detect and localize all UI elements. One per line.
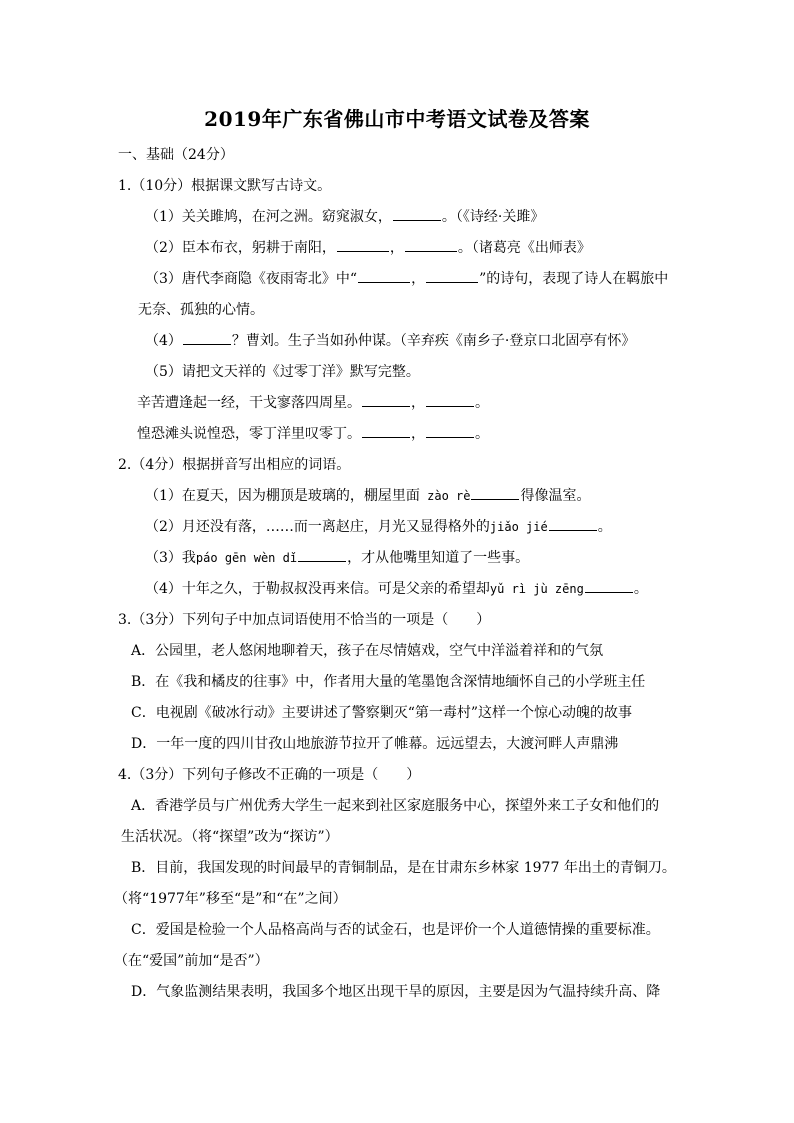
answer-blank[interactable] <box>298 547 346 562</box>
question-1-stem: 1.（10分）根据课文默写古诗文。 <box>118 178 332 194</box>
q1-item-3: （3）唐代李商隐《夜雨寄北》中“ ， ”的诗句，表现了诗人在羁旅中 <box>0 264 794 295</box>
q1-item-5: （5）请把文天祥的《过零丁洋》默写完整。 <box>145 364 420 380</box>
answer-blank[interactable] <box>405 237 457 252</box>
pinyin: yǔ rì jù zēng <box>489 582 584 596</box>
q1-item-4: （4） ？曹刘。生子当如孙仲谋。（辛弃疾《南乡子·登京口北固亭有怀》 <box>0 326 794 357</box>
answer-blank[interactable] <box>549 516 597 531</box>
pinyin: páo gēn wèn dǐ <box>195 551 298 565</box>
q1-item-1: （1）关关雎鸠，在河之洲。窈窕淑女， 。（《诗经·关雎》 <box>0 202 794 233</box>
answer-blank[interactable] <box>471 485 519 500</box>
q4-option-d: D．气象监测结果表明，我国多个地区出现干旱的原因，主要是因为气温持续升高、降 <box>131 984 661 1000</box>
q2-item-4: （4）十年之久，于勒叔叔没再来信。可是父亲的希望却yǔ rì jù zēng 。 <box>0 574 794 605</box>
q3-option-a: A．公园里，老人悠闲地聊着天，孩子在尽情嬉戏，空气中洋溢着祥和的气氛 <box>131 643 604 659</box>
answer-blank[interactable] <box>426 423 474 438</box>
answer-blank[interactable] <box>337 237 389 252</box>
document-title: 2019年广东省佛山市中考语文试卷及答案 <box>204 107 590 131</box>
q3-option-b: B．在《我和橘皮的往事》中，作者用大量的笔墨饱含深情地缅怀自己的小学班主任 <box>131 674 646 690</box>
answer-blank[interactable] <box>426 392 474 407</box>
answer-blank[interactable] <box>393 206 441 221</box>
question-3-stem: 3.（3分）下列句子中加点词语使用不恰当的一项是（ ） <box>118 612 491 628</box>
pinyin: jiǎo jié <box>489 520 548 534</box>
q4-option-b-cont: （将“1977年”移至“是”和“在”之间） <box>114 891 347 907</box>
answer-blank[interactable] <box>183 330 231 345</box>
q4-option-c-cont: （在“爱国”前加“是否”） <box>114 953 269 969</box>
answer-blank[interactable] <box>585 578 633 593</box>
answer-blank[interactable] <box>358 268 410 283</box>
q1-item-5-line-2: 惶恐滩头说惶恐，零丁洋里叹零丁。 ， 。 <box>0 419 794 450</box>
q1-item-2: （2）臣本布衣，躬耕于南阳， ， 。（诸葛亮《出师表》 <box>0 233 794 264</box>
q4-option-a-cont: 生活状况。（将“探望”改为“探访”） <box>121 829 339 845</box>
q4-option-b: B．目前，我国发现的时间最早的青铜制品，是在甘肃东乡林家 1977 年出土的青铜刀。 <box>131 860 676 876</box>
q2-item-2: （2）月还没有落，……而一离赵庄，月光又显得格外的jiǎo jié 。 <box>0 512 794 543</box>
answer-blank[interactable] <box>362 392 410 407</box>
question-2-stem: 2.（4分）根据拼音写出相应的词语。 <box>118 457 351 473</box>
q4-option-c: C．爱国是检验一个人品格高尚与否的试金石，也是评价一个人道德情操的重要标准。 <box>131 922 660 938</box>
answer-blank[interactable] <box>362 423 410 438</box>
q3-option-d: D．一年一度的四川甘孜山地旅游节拉开了帷幕。远远望去，大渡河畔人声鼎沸 <box>131 736 619 752</box>
q3-option-c: C．电视剧《破冰行动》主要讲述了警察剿灭“第一毒村”这样一个惊心动魄的故事 <box>131 705 633 721</box>
section-heading: 一、基础（24分） <box>118 147 234 163</box>
q1-item-3-cont: 无奈、孤独的心情。 <box>138 302 264 318</box>
q4-option-a: A．香港学员与广州优秀大学生一起来到社区家庭服务中心，探望外来工子女和他们的 <box>131 798 660 814</box>
q2-item-1: （1）在夏天，因为棚顶是玻璃的，棚屋里面 zào rè 得像温室。 <box>0 481 794 512</box>
q1-item-5-line-1: 辛苦遭逢起一经，干戈寥落四周星。 ， 。 <box>0 388 794 419</box>
pinyin: zào rè <box>419 489 471 503</box>
q2-item-3: （3）我páo gēn wèn dǐ ，才从他嘴里知道了一些事。 <box>0 543 794 574</box>
question-4-stem: 4.（3分）下列句子修改不正确的一项是（ ） <box>118 767 421 783</box>
answer-blank[interactable] <box>426 268 478 283</box>
